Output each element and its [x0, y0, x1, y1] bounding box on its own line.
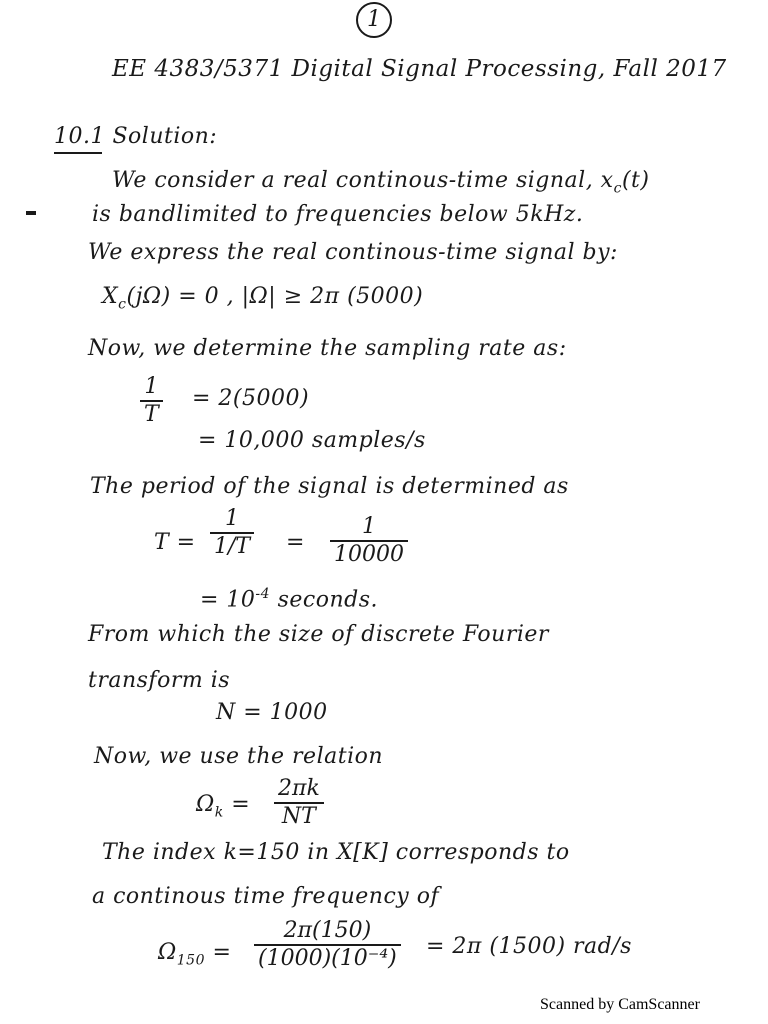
line-bandlimited: is bandlimited to frequencies below 5kHz.	[92, 202, 584, 227]
line-signal-definition: We consider a real continous-time signal, $x_c(t)$	[112, 168, 650, 197]
line-sampling-rate: Now, we determine the sampling rate as:	[88, 336, 567, 361]
line-relation: Now, we use the relation	[94, 744, 384, 769]
fraction-omega-150: $\frac{2\pi(150)}{\text{(1000)(10⁻⁴)}}$	[254, 918, 401, 972]
equation-dft-size: N = 1000	[216, 700, 328, 725]
heading-underline	[54, 152, 102, 154]
equation-omega-150-lhs: $\Omega_{150}$ =	[158, 940, 232, 969]
equation-period-value: = $10^{-4}$ seconds.	[200, 586, 378, 613]
margin-mark	[26, 211, 36, 215]
fraction-omega-k: $\frac{2\pi k}{NT}$	[274, 776, 324, 830]
line-dft-intro: From which the size of discrete Fourier	[88, 622, 549, 647]
line-transform-is: transform is	[88, 668, 231, 693]
section-heading: 10.1 Solution:	[54, 124, 218, 149]
line-index: The index k=150 in X[K] corresponds to	[102, 840, 570, 865]
fraction-one-over-10000: $\frac{1}{10000}$	[330, 514, 408, 568]
scanner-watermark: Scanned by CamScanner	[540, 996, 700, 1013]
page-number: 1	[356, 2, 392, 38]
equation-rate-value: = 2(5000)	[192, 386, 310, 411]
fraction-one-over-inv-t: $\frac{1}{1/T}$	[210, 506, 254, 560]
line-continuous-freq: a continous time frequency of	[92, 884, 440, 909]
equation-omega-150-result: = 2π (1500) rad/s	[426, 934, 632, 959]
equation-bandlimit: $X_c(j\Omega) = 0$ , |Ω| ≥ 2π (5000)	[102, 284, 424, 313]
equation-period-lhs: T =	[154, 530, 196, 555]
equation-period-eq: =	[286, 530, 305, 555]
line-express: We express the real continous-time signal by:	[88, 240, 618, 265]
equation-samples: = 10,000 samples/s	[198, 428, 426, 453]
fraction-one-over-t: $\frac{1}{T}$	[140, 374, 163, 428]
course-title: EE 4383/5371 Digital Signal Processing, Fall 2017	[112, 56, 727, 82]
equation-omega-k-lhs: $\Omega_k$ =	[196, 792, 251, 821]
line-period: The period of the signal is determined as	[90, 474, 569, 499]
